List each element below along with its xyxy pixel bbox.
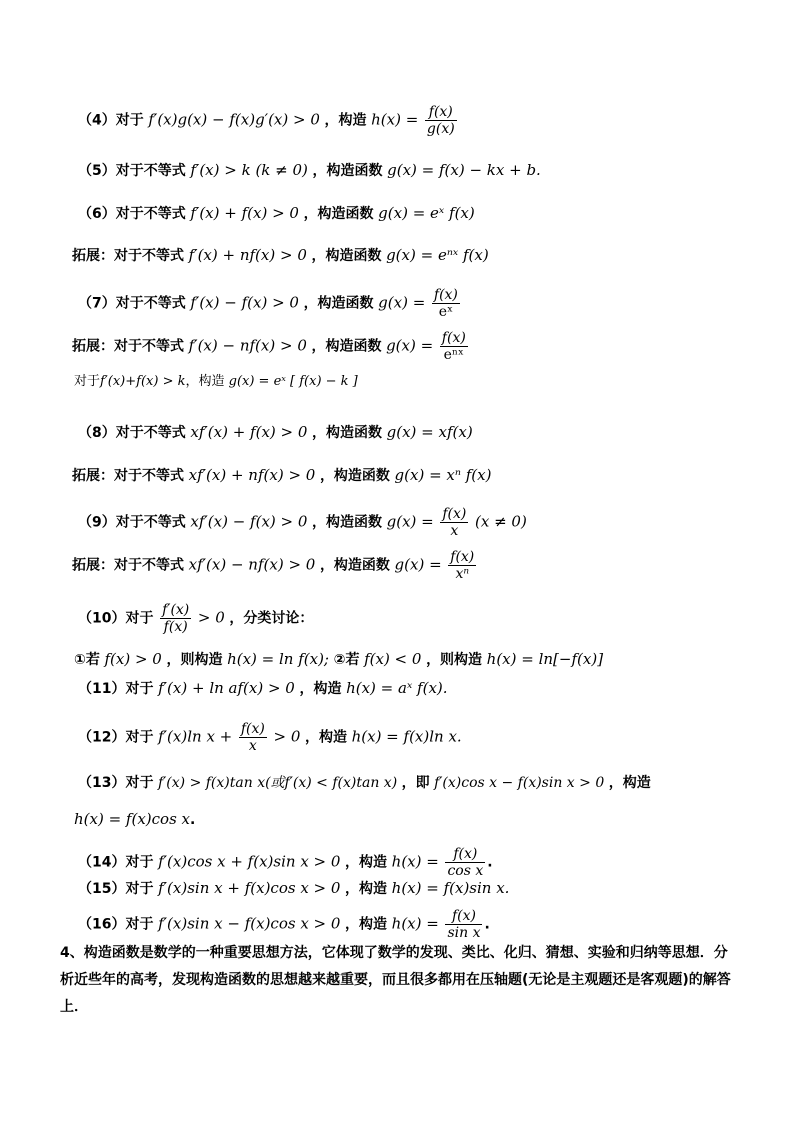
result-lhs: g(x) =: [378, 293, 426, 312]
period: .: [487, 854, 493, 871]
fraction-numerator: f(x): [445, 908, 482, 925]
result-fraction: [432, 287, 460, 320]
fraction-numerator: f(x): [450, 549, 475, 565]
connector-text: ，构造函数: [319, 557, 390, 574]
period: .: [190, 812, 196, 828]
case-text: ，则构造: [166, 652, 223, 668]
condition-fraction: [160, 602, 191, 635]
fraction-numerator: f(x): [442, 506, 467, 522]
item-11: [78, 678, 793, 699]
result-lhs: h(x) =: [391, 852, 439, 871]
item-12: [78, 721, 793, 754]
item-label: （5）对于不等式: [78, 163, 186, 179]
fraction-denominator: g(x): [426, 121, 455, 137]
item-7: [78, 287, 793, 320]
item-15: [78, 878, 793, 899]
connector-text: ，构造: [345, 881, 388, 897]
item-5: [78, 160, 793, 181]
case-formula: f(x) > 0: [104, 650, 162, 668]
item-label: （13）对于: [78, 775, 154, 791]
condition-formula: f′(x) > f(x)tan x(或f′(x) < f(x)tan x): [157, 775, 398, 791]
cases-10: [74, 649, 793, 670]
connector-text: ，构造: [608, 775, 651, 791]
fraction-denominator: xⁿ: [455, 566, 470, 582]
fraction-numerator: f′(x): [162, 602, 190, 618]
item-16: [78, 908, 793, 941]
condition-tail: > 0: [273, 727, 301, 746]
condition-formula: f′(x) > k (k ≠ 0): [190, 161, 308, 179]
connector-text: ，构造函数: [311, 248, 382, 264]
item-9: [78, 506, 793, 539]
fraction-denominator: x: [248, 738, 257, 754]
connector-text: ，构造函数: [312, 425, 383, 441]
item-label: （8）对于不等式: [78, 425, 186, 441]
connector-text: ，构造函数: [303, 206, 374, 222]
result-formula: h(x) = aˣ f(x).: [346, 679, 448, 697]
result-lhs: g(x) =: [386, 512, 434, 531]
fraction-numerator: f(x): [240, 721, 265, 737]
item-label: （15）对于: [78, 881, 154, 897]
item-label: 拓展：对于不等式: [72, 338, 184, 355]
result-formula: h(x) = f(x)ln x.: [351, 727, 462, 746]
item-label: （16）对于: [78, 916, 154, 933]
fraction-numerator: f(x): [445, 846, 485, 863]
result-lhs: h(x) =: [371, 110, 419, 129]
result-fraction: [445, 846, 485, 879]
condition-formula: xf′(x) − f(x) > 0: [190, 512, 308, 531]
extension-6: [72, 245, 793, 266]
connector-text: ，构造函数: [303, 295, 374, 312]
extension-9: [72, 549, 793, 582]
result-lhs: g(x) =: [394, 555, 442, 574]
fraction-denominator: x: [450, 523, 459, 539]
result-formula: g(x) = eⁿˣ f(x): [386, 246, 489, 264]
condition-formula: f′(x) + nf(x) > 0: [188, 246, 307, 264]
item-label: （9）对于不等式: [78, 514, 186, 531]
fraction-numerator: f(x): [433, 287, 458, 303]
item-4: [78, 104, 793, 137]
connector-text: ，构造: [299, 681, 342, 697]
fraction-numerator: f(x): [425, 104, 457, 121]
item-label: （11）对于: [78, 681, 154, 697]
item-label: （7）对于不等式: [78, 295, 186, 312]
condition-formula: f′(x)ln x +: [158, 727, 233, 746]
item-13: [78, 773, 793, 793]
item-label: （12）对于: [78, 729, 154, 746]
fraction-denominator: eⁿˣ: [443, 347, 464, 363]
result-fraction: [440, 330, 468, 363]
case-text: ①若: [74, 652, 100, 668]
fraction-denominator: cos x: [447, 863, 484, 879]
connector-text: ，构造函数: [312, 514, 383, 531]
connector-text: ，分类讨论：: [229, 610, 314, 627]
period: .: [484, 916, 490, 933]
condition-note: (x ≠ 0): [474, 512, 527, 531]
connector-text: ，构造函数: [319, 468, 390, 484]
connector-text: ，构造函数: [312, 163, 383, 179]
item-14: [78, 846, 793, 879]
condition-tail: > 0: [197, 608, 225, 627]
item-label: （10）对于: [78, 610, 154, 627]
extension-8: [72, 465, 793, 486]
note-text: ，构造: [185, 374, 225, 389]
item-label: （6）对于不等式: [78, 206, 186, 222]
condition-formula: xf′(x) + nf(x) > 0: [188, 466, 316, 484]
connector-text: ，构造: [324, 112, 367, 129]
condition-formula: f′(x) + ln af(x) > 0: [158, 679, 295, 697]
result-fraction: [425, 104, 457, 137]
result-formula: g(x) = f(x) − kx + b.: [387, 161, 541, 179]
item-8: [78, 422, 793, 443]
result-fraction: [440, 506, 468, 539]
note-text: 对于: [74, 374, 101, 389]
item-label: （14）对于: [78, 854, 154, 871]
extension-7: [72, 330, 793, 363]
item-label: 拓展：对于不等式: [72, 557, 184, 574]
connector-text: ，构造函数: [311, 338, 382, 355]
item-label: （4）对于: [78, 112, 144, 129]
equivalent-formula: f′(x)cos x − f(x)sin x > 0: [434, 775, 605, 791]
note-7: [74, 372, 793, 392]
connector-text: ，构造: [345, 854, 388, 871]
result-formula: g(x) = eˣ f(x): [378, 204, 475, 222]
result-fraction: [448, 549, 476, 582]
fraction-numerator: f(x): [441, 330, 466, 346]
condition-formula: f′(x)+f(x) > k: [100, 374, 186, 389]
condition-formula: f′(x) − f(x) > 0: [190, 293, 299, 312]
case-text: ②若: [333, 652, 360, 668]
condition-formula: f′(x)cos x + f(x)sin x > 0: [158, 852, 341, 871]
result-formula: g(x) = eˣ [ f(x) − k ]: [228, 374, 358, 389]
connector-text: ，构造: [304, 729, 347, 746]
result-fraction: [445, 908, 482, 941]
item-label: 拓展：对于不等式: [72, 468, 184, 484]
item-6: [78, 203, 793, 224]
fraction-denominator: sin x: [447, 925, 481, 941]
connector-text: ，即: [401, 775, 430, 791]
case-formula: h(x) = ln[−f(x)]: [486, 650, 604, 668]
condition-formula: f′(x)g(x) − f(x)g′(x) > 0: [148, 110, 320, 129]
result-formula: g(x) = xf(x): [386, 423, 473, 441]
condition-formula: f′(x)sin x − f(x)cos x > 0: [158, 914, 341, 933]
result-formula: h(x) = f(x)sin x.: [391, 879, 510, 897]
fraction-denominator: f(x): [163, 619, 188, 635]
condition-formula: xf′(x) + f(x) > 0: [190, 423, 308, 441]
item-label: 拓展：对于不等式: [72, 248, 184, 264]
condition-formula: f′(x)sin x + f(x)cos x > 0: [158, 879, 341, 897]
condition-formula: xf′(x) − nf(x) > 0: [188, 555, 316, 574]
summary-paragraph: 4、构造函数是数学的一种重要思想方法，它体现了数学的发现、类比、化归、猜想、实验和归纳等思想．分析近些年的高考，发现构造函数的思想越来越重要，而且很多都用在压轴题(无论是主观题还是客观题)的解答上．: [60, 945, 731, 1015]
condition-fraction: [239, 721, 267, 754]
case-formula: f(x) < 0: [364, 650, 422, 668]
case-text: ，则构造: [426, 652, 483, 668]
result-formula: h(x) = f(x)cos x: [74, 810, 191, 828]
case-formula: h(x) = ln f(x);: [227, 650, 329, 668]
fraction-denominator: eˣ: [438, 304, 453, 320]
result-formula: g(x) = xⁿ f(x): [394, 466, 492, 484]
condition-formula: f′(x) − nf(x) > 0: [188, 336, 307, 355]
connector-text: ，构造: [345, 916, 388, 933]
item-10: [78, 602, 793, 635]
result-lhs: h(x) =: [391, 914, 439, 933]
result-lhs: g(x) =: [386, 336, 434, 355]
condition-formula: f′(x) + f(x) > 0: [190, 204, 299, 222]
item-13-result: [74, 809, 793, 830]
